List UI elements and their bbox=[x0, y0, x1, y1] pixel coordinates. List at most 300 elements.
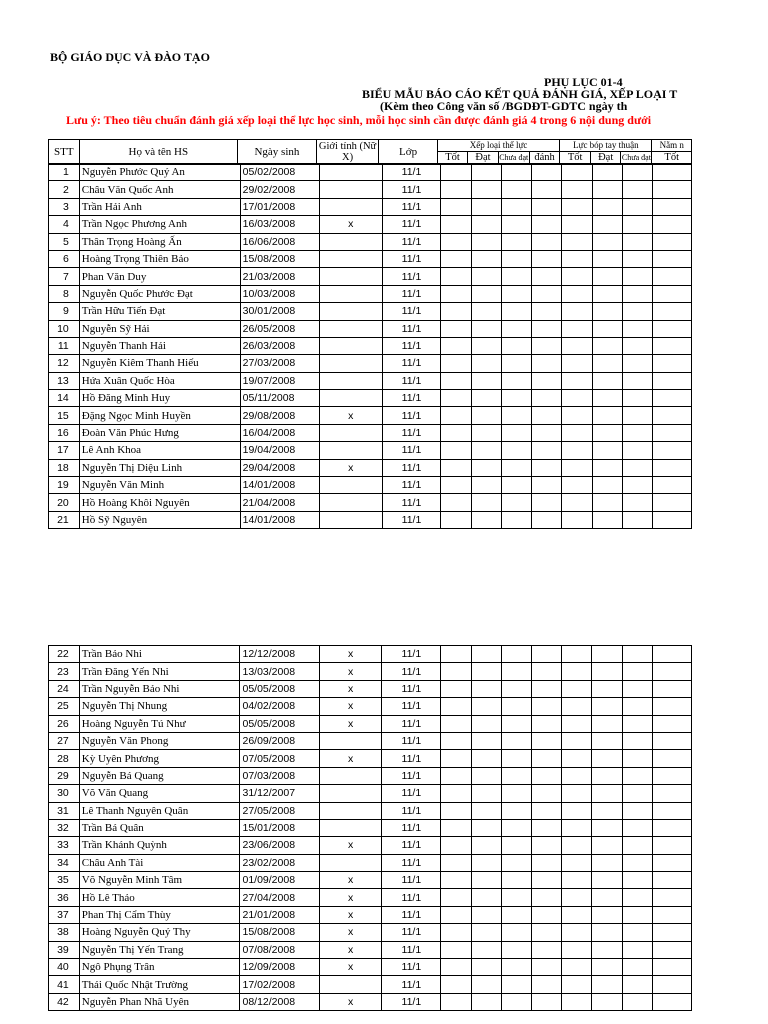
cell-score[interactable] bbox=[471, 802, 501, 819]
cell-score[interactable] bbox=[562, 837, 592, 854]
cell-score[interactable] bbox=[592, 663, 622, 680]
cell-score[interactable] bbox=[562, 906, 592, 923]
cell-score[interactable] bbox=[622, 646, 652, 663]
cell-score[interactable] bbox=[501, 750, 531, 767]
cell-score[interactable] bbox=[532, 494, 562, 511]
cell-score[interactable] bbox=[562, 285, 592, 302]
cell-score[interactable] bbox=[441, 407, 471, 424]
cell-score[interactable] bbox=[501, 663, 531, 680]
cell-score[interactable] bbox=[471, 646, 501, 663]
cell-score[interactable] bbox=[532, 646, 562, 663]
cell-score[interactable] bbox=[532, 889, 562, 906]
cell-score[interactable] bbox=[441, 732, 471, 749]
cell-score[interactable] bbox=[622, 732, 652, 749]
cell-score[interactable] bbox=[562, 698, 592, 715]
cell-score[interactable] bbox=[622, 889, 652, 906]
cell-score[interactable] bbox=[592, 698, 622, 715]
cell-score[interactable] bbox=[471, 285, 501, 302]
cell-score[interactable] bbox=[562, 715, 592, 732]
cell-score[interactable] bbox=[562, 164, 592, 181]
cell-score[interactable] bbox=[592, 785, 622, 802]
cell-score[interactable] bbox=[562, 494, 592, 511]
cell-score[interactable] bbox=[652, 424, 691, 441]
cell-score[interactable] bbox=[592, 959, 622, 976]
cell-score[interactable] bbox=[532, 424, 562, 441]
cell-score[interactable] bbox=[532, 355, 562, 372]
cell-score[interactable] bbox=[471, 663, 501, 680]
cell-score[interactable] bbox=[652, 732, 691, 749]
cell-score[interactable] bbox=[592, 906, 622, 923]
cell-score[interactable] bbox=[501, 355, 531, 372]
cell-score[interactable] bbox=[622, 767, 652, 784]
cell-score[interactable] bbox=[652, 715, 691, 732]
cell-score[interactable] bbox=[652, 872, 691, 889]
cell-score[interactable] bbox=[532, 320, 562, 337]
cell-score[interactable] bbox=[592, 216, 622, 233]
cell-score[interactable] bbox=[501, 698, 531, 715]
cell-score[interactable] bbox=[441, 715, 471, 732]
cell-score[interactable] bbox=[501, 477, 531, 494]
cell-score[interactable] bbox=[622, 424, 652, 441]
cell-score[interactable] bbox=[471, 390, 501, 407]
cell-score[interactable] bbox=[562, 250, 592, 267]
cell-score[interactable] bbox=[592, 285, 622, 302]
cell-score[interactable] bbox=[562, 750, 592, 767]
cell-score[interactable] bbox=[441, 164, 471, 181]
cell-score[interactable] bbox=[652, 181, 691, 198]
cell-score[interactable] bbox=[441, 477, 471, 494]
cell-score[interactable] bbox=[532, 802, 562, 819]
cell-score[interactable] bbox=[532, 941, 562, 958]
cell-score[interactable] bbox=[441, 646, 471, 663]
cell-score[interactable] bbox=[471, 164, 501, 181]
cell-score[interactable] bbox=[622, 854, 652, 871]
cell-score[interactable] bbox=[441, 767, 471, 784]
cell-score[interactable] bbox=[471, 767, 501, 784]
cell-score[interactable] bbox=[622, 233, 652, 250]
cell-score[interactable] bbox=[532, 477, 562, 494]
cell-score[interactable] bbox=[592, 390, 622, 407]
cell-score[interactable] bbox=[532, 854, 562, 871]
cell-score[interactable] bbox=[501, 889, 531, 906]
cell-score[interactable] bbox=[501, 872, 531, 889]
cell-score[interactable] bbox=[622, 372, 652, 389]
cell-score[interactable] bbox=[562, 198, 592, 215]
cell-score[interactable] bbox=[652, 477, 691, 494]
cell-score[interactable] bbox=[622, 802, 652, 819]
cell-score[interactable] bbox=[441, 663, 471, 680]
cell-score[interactable] bbox=[471, 442, 501, 459]
cell-score[interactable] bbox=[592, 837, 622, 854]
cell-score[interactable] bbox=[501, 442, 531, 459]
cell-score[interactable] bbox=[501, 198, 531, 215]
cell-score[interactable] bbox=[652, 390, 691, 407]
cell-score[interactable] bbox=[441, 750, 471, 767]
cell-score[interactable] bbox=[471, 407, 501, 424]
cell-score[interactable] bbox=[471, 785, 501, 802]
cell-score[interactable] bbox=[501, 906, 531, 923]
cell-score[interactable] bbox=[471, 680, 501, 697]
cell-score[interactable] bbox=[501, 941, 531, 958]
cell-score[interactable] bbox=[441, 976, 471, 993]
cell-score[interactable] bbox=[501, 216, 531, 233]
cell-score[interactable] bbox=[562, 663, 592, 680]
cell-score[interactable] bbox=[652, 663, 691, 680]
cell-score[interactable] bbox=[592, 164, 622, 181]
cell-score[interactable] bbox=[441, 424, 471, 441]
cell-score[interactable] bbox=[471, 837, 501, 854]
cell-score[interactable] bbox=[471, 854, 501, 871]
cell-score[interactable] bbox=[441, 337, 471, 354]
cell-score[interactable] bbox=[562, 924, 592, 941]
cell-score[interactable] bbox=[532, 872, 562, 889]
cell-score[interactable] bbox=[532, 390, 562, 407]
cell-score[interactable] bbox=[652, 698, 691, 715]
cell-score[interactable] bbox=[471, 959, 501, 976]
cell-score[interactable] bbox=[441, 233, 471, 250]
cell-score[interactable] bbox=[441, 181, 471, 198]
cell-score[interactable] bbox=[622, 993, 652, 1010]
cell-score[interactable] bbox=[652, 407, 691, 424]
cell-score[interactable] bbox=[562, 646, 592, 663]
cell-score[interactable] bbox=[652, 802, 691, 819]
cell-score[interactable] bbox=[652, 216, 691, 233]
cell-score[interactable] bbox=[532, 372, 562, 389]
cell-score[interactable] bbox=[592, 750, 622, 767]
cell-score[interactable] bbox=[471, 715, 501, 732]
cell-score[interactable] bbox=[622, 819, 652, 836]
cell-score[interactable] bbox=[471, 732, 501, 749]
cell-score[interactable] bbox=[532, 250, 562, 267]
cell-score[interactable] bbox=[501, 993, 531, 1010]
cell-score[interactable] bbox=[592, 320, 622, 337]
cell-score[interactable] bbox=[592, 941, 622, 958]
cell-score[interactable] bbox=[652, 767, 691, 784]
cell-score[interactable] bbox=[562, 477, 592, 494]
cell-score[interactable] bbox=[622, 976, 652, 993]
cell-score[interactable] bbox=[622, 924, 652, 941]
cell-score[interactable] bbox=[532, 715, 562, 732]
cell-score[interactable] bbox=[652, 750, 691, 767]
cell-score[interactable] bbox=[501, 390, 531, 407]
cell-score[interactable] bbox=[471, 355, 501, 372]
cell-score[interactable] bbox=[622, 906, 652, 923]
cell-score[interactable] bbox=[441, 941, 471, 958]
cell-score[interactable] bbox=[652, 268, 691, 285]
cell-score[interactable] bbox=[501, 250, 531, 267]
cell-score[interactable] bbox=[562, 407, 592, 424]
cell-score[interactable] bbox=[562, 680, 592, 697]
cell-score[interactable] bbox=[622, 494, 652, 511]
cell-score[interactable] bbox=[652, 355, 691, 372]
cell-score[interactable] bbox=[532, 837, 562, 854]
cell-score[interactable] bbox=[592, 680, 622, 697]
cell-score[interactable] bbox=[622, 198, 652, 215]
cell-score[interactable] bbox=[532, 750, 562, 767]
cell-score[interactable] bbox=[652, 372, 691, 389]
cell-score[interactable] bbox=[441, 494, 471, 511]
cell-score[interactable] bbox=[592, 872, 622, 889]
cell-score[interactable] bbox=[532, 285, 562, 302]
cell-score[interactable] bbox=[592, 767, 622, 784]
cell-score[interactable] bbox=[532, 819, 562, 836]
cell-score[interactable] bbox=[592, 993, 622, 1010]
cell-score[interactable] bbox=[471, 941, 501, 958]
cell-score[interactable] bbox=[652, 250, 691, 267]
cell-score[interactable] bbox=[501, 337, 531, 354]
cell-score[interactable] bbox=[652, 233, 691, 250]
cell-score[interactable] bbox=[562, 732, 592, 749]
cell-score[interactable] bbox=[652, 511, 691, 528]
cell-score[interactable] bbox=[501, 459, 531, 476]
cell-score[interactable] bbox=[441, 198, 471, 215]
cell-score[interactable] bbox=[652, 785, 691, 802]
cell-score[interactable] bbox=[562, 854, 592, 871]
cell-score[interactable] bbox=[471, 976, 501, 993]
cell-score[interactable] bbox=[441, 854, 471, 871]
cell-score[interactable] bbox=[592, 889, 622, 906]
cell-score[interactable] bbox=[471, 337, 501, 354]
cell-score[interactable] bbox=[652, 854, 691, 871]
cell-score[interactable] bbox=[471, 698, 501, 715]
cell-score[interactable] bbox=[532, 511, 562, 528]
cell-score[interactable] bbox=[622, 872, 652, 889]
cell-score[interactable] bbox=[441, 268, 471, 285]
cell-score[interactable] bbox=[532, 268, 562, 285]
cell-score[interactable] bbox=[652, 164, 691, 181]
cell-score[interactable] bbox=[471, 889, 501, 906]
cell-score[interactable] bbox=[471, 250, 501, 267]
cell-score[interactable] bbox=[441, 442, 471, 459]
cell-score[interactable] bbox=[622, 477, 652, 494]
cell-score[interactable] bbox=[622, 268, 652, 285]
cell-score[interactable] bbox=[622, 750, 652, 767]
cell-score[interactable] bbox=[652, 976, 691, 993]
cell-score[interactable] bbox=[501, 233, 531, 250]
cell-score[interactable] bbox=[622, 959, 652, 976]
cell-score[interactable] bbox=[652, 906, 691, 923]
cell-score[interactable] bbox=[562, 303, 592, 320]
cell-score[interactable] bbox=[532, 303, 562, 320]
cell-score[interactable] bbox=[622, 303, 652, 320]
cell-score[interactable] bbox=[501, 164, 531, 181]
cell-score[interactable] bbox=[471, 993, 501, 1010]
cell-score[interactable] bbox=[471, 181, 501, 198]
cell-score[interactable] bbox=[441, 285, 471, 302]
cell-score[interactable] bbox=[592, 181, 622, 198]
cell-score[interactable] bbox=[471, 216, 501, 233]
cell-score[interactable] bbox=[501, 511, 531, 528]
cell-score[interactable] bbox=[501, 976, 531, 993]
cell-score[interactable] bbox=[562, 268, 592, 285]
cell-score[interactable] bbox=[652, 924, 691, 941]
cell-score[interactable] bbox=[501, 303, 531, 320]
cell-score[interactable] bbox=[471, 924, 501, 941]
cell-score[interactable] bbox=[501, 732, 531, 749]
cell-score[interactable] bbox=[532, 698, 562, 715]
cell-score[interactable] bbox=[471, 906, 501, 923]
cell-score[interactable] bbox=[622, 216, 652, 233]
cell-score[interactable] bbox=[441, 698, 471, 715]
cell-score[interactable] bbox=[622, 785, 652, 802]
cell-score[interactable] bbox=[592, 976, 622, 993]
cell-score[interactable] bbox=[501, 924, 531, 941]
cell-score[interactable] bbox=[652, 837, 691, 854]
cell-score[interactable] bbox=[562, 511, 592, 528]
cell-score[interactable] bbox=[562, 337, 592, 354]
cell-score[interactable] bbox=[532, 459, 562, 476]
cell-score[interactable] bbox=[441, 906, 471, 923]
cell-score[interactable] bbox=[622, 715, 652, 732]
cell-score[interactable] bbox=[441, 924, 471, 941]
cell-score[interactable] bbox=[592, 854, 622, 871]
cell-score[interactable] bbox=[441, 320, 471, 337]
cell-score[interactable] bbox=[501, 767, 531, 784]
cell-score[interactable] bbox=[532, 680, 562, 697]
cell-score[interactable] bbox=[622, 837, 652, 854]
cell-score[interactable] bbox=[592, 459, 622, 476]
cell-score[interactable] bbox=[471, 511, 501, 528]
cell-score[interactable] bbox=[471, 424, 501, 441]
cell-score[interactable] bbox=[441, 511, 471, 528]
cell-score[interactable] bbox=[592, 477, 622, 494]
cell-score[interactable] bbox=[532, 924, 562, 941]
cell-score[interactable] bbox=[441, 355, 471, 372]
cell-score[interactable] bbox=[471, 459, 501, 476]
cell-score[interactable] bbox=[622, 390, 652, 407]
cell-score[interactable] bbox=[562, 802, 592, 819]
cell-score[interactable] bbox=[471, 268, 501, 285]
cell-score[interactable] bbox=[592, 372, 622, 389]
cell-score[interactable] bbox=[562, 819, 592, 836]
cell-score[interactable] bbox=[471, 477, 501, 494]
cell-score[interactable] bbox=[562, 993, 592, 1010]
cell-score[interactable] bbox=[622, 698, 652, 715]
cell-score[interactable] bbox=[652, 494, 691, 511]
cell-score[interactable] bbox=[501, 407, 531, 424]
cell-score[interactable] bbox=[532, 337, 562, 354]
cell-score[interactable] bbox=[652, 959, 691, 976]
cell-score[interactable] bbox=[592, 303, 622, 320]
cell-score[interactable] bbox=[622, 407, 652, 424]
cell-score[interactable] bbox=[592, 732, 622, 749]
cell-score[interactable] bbox=[501, 424, 531, 441]
cell-score[interactable] bbox=[471, 494, 501, 511]
cell-score[interactable] bbox=[532, 663, 562, 680]
cell-score[interactable] bbox=[592, 819, 622, 836]
cell-score[interactable] bbox=[592, 494, 622, 511]
cell-score[interactable] bbox=[622, 459, 652, 476]
cell-score[interactable] bbox=[441, 459, 471, 476]
cell-score[interactable] bbox=[562, 959, 592, 976]
cell-score[interactable] bbox=[592, 646, 622, 663]
cell-score[interactable] bbox=[622, 511, 652, 528]
cell-score[interactable] bbox=[652, 889, 691, 906]
cell-score[interactable] bbox=[441, 250, 471, 267]
cell-score[interactable] bbox=[652, 320, 691, 337]
cell-score[interactable] bbox=[562, 889, 592, 906]
cell-score[interactable] bbox=[532, 216, 562, 233]
cell-score[interactable] bbox=[501, 854, 531, 871]
cell-score[interactable] bbox=[562, 941, 592, 958]
cell-score[interactable] bbox=[622, 164, 652, 181]
cell-score[interactable] bbox=[652, 993, 691, 1010]
cell-score[interactable] bbox=[592, 355, 622, 372]
cell-score[interactable] bbox=[562, 372, 592, 389]
cell-score[interactable] bbox=[562, 785, 592, 802]
cell-score[interactable] bbox=[622, 941, 652, 958]
cell-score[interactable] bbox=[592, 715, 622, 732]
cell-score[interactable] bbox=[562, 872, 592, 889]
cell-score[interactable] bbox=[592, 250, 622, 267]
cell-score[interactable] bbox=[532, 959, 562, 976]
cell-score[interactable] bbox=[592, 424, 622, 441]
cell-score[interactable] bbox=[441, 819, 471, 836]
cell-score[interactable] bbox=[501, 285, 531, 302]
cell-score[interactable] bbox=[471, 233, 501, 250]
cell-score[interactable] bbox=[501, 181, 531, 198]
cell-score[interactable] bbox=[501, 959, 531, 976]
cell-score[interactable] bbox=[592, 511, 622, 528]
cell-score[interactable] bbox=[501, 680, 531, 697]
cell-score[interactable] bbox=[441, 872, 471, 889]
cell-score[interactable] bbox=[652, 646, 691, 663]
cell-score[interactable] bbox=[562, 181, 592, 198]
cell-score[interactable] bbox=[622, 337, 652, 354]
cell-score[interactable] bbox=[532, 767, 562, 784]
cell-score[interactable] bbox=[652, 442, 691, 459]
cell-score[interactable] bbox=[622, 442, 652, 459]
cell-score[interactable] bbox=[501, 372, 531, 389]
cell-score[interactable] bbox=[622, 680, 652, 697]
cell-score[interactable] bbox=[441, 680, 471, 697]
cell-score[interactable] bbox=[622, 181, 652, 198]
cell-score[interactable] bbox=[532, 407, 562, 424]
cell-score[interactable] bbox=[652, 337, 691, 354]
cell-score[interactable] bbox=[622, 663, 652, 680]
cell-score[interactable] bbox=[562, 355, 592, 372]
cell-score[interactable] bbox=[471, 750, 501, 767]
cell-score[interactable] bbox=[471, 198, 501, 215]
cell-score[interactable] bbox=[592, 337, 622, 354]
cell-score[interactable] bbox=[622, 250, 652, 267]
cell-score[interactable] bbox=[622, 285, 652, 302]
cell-score[interactable] bbox=[501, 819, 531, 836]
cell-score[interactable] bbox=[441, 889, 471, 906]
cell-score[interactable] bbox=[562, 459, 592, 476]
cell-score[interactable] bbox=[441, 785, 471, 802]
cell-score[interactable] bbox=[441, 802, 471, 819]
cell-score[interactable] bbox=[562, 233, 592, 250]
cell-score[interactable] bbox=[592, 198, 622, 215]
cell-score[interactable] bbox=[441, 993, 471, 1010]
cell-score[interactable] bbox=[562, 320, 592, 337]
cell-score[interactable] bbox=[441, 959, 471, 976]
cell-score[interactable] bbox=[441, 837, 471, 854]
cell-score[interactable] bbox=[652, 680, 691, 697]
cell-score[interactable] bbox=[501, 646, 531, 663]
cell-score[interactable] bbox=[501, 320, 531, 337]
cell-score[interactable] bbox=[501, 494, 531, 511]
cell-score[interactable] bbox=[441, 303, 471, 320]
cell-score[interactable] bbox=[592, 268, 622, 285]
cell-score[interactable] bbox=[471, 320, 501, 337]
cell-score[interactable] bbox=[501, 268, 531, 285]
cell-score[interactable] bbox=[652, 198, 691, 215]
cell-score[interactable] bbox=[562, 767, 592, 784]
cell-score[interactable] bbox=[652, 459, 691, 476]
cell-score[interactable] bbox=[592, 407, 622, 424]
